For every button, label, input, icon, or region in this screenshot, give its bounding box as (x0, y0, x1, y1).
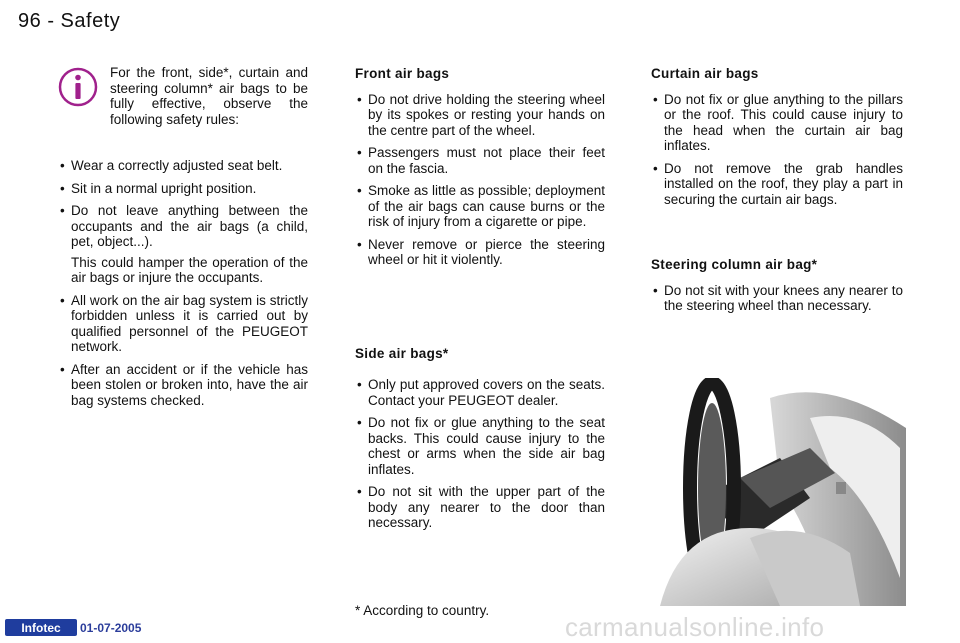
sub-note: This could hamper the operation of the air bags or injure the occupants. (71, 254, 308, 285)
front-airbags-list (355, 92, 605, 268)
list-item: • Smoke as little as possible; deployment of the air bags can cause burns or the risk of injury from a cigarette or pipe. (355, 183, 605, 230)
steering-airbag-list (651, 283, 903, 314)
list-item: • All work on the air bag system is strictly forbidden unless it is carried out by qualified personnel of the PEUGEOT network. (58, 293, 308, 355)
page-number: 96 (18, 10, 42, 32)
list-item: • Do not sit with the upper part of the body any nearer to the door than necessary. (355, 484, 605, 531)
general-rules-list-2 (58, 293, 308, 409)
header-separator: - (47, 10, 55, 32)
print-date: 01-07-2005 (80, 621, 142, 635)
logo-text: Infotec (21, 621, 61, 635)
list-item: • Do not fix or glue anything to the seat backs. This could cause injury to the chest or arms when the side air bag inflates. (355, 415, 605, 477)
infotec-logo (5, 619, 77, 636)
general-rules-list (58, 158, 308, 250)
curtain-steering-column (651, 66, 903, 321)
list-item: • Sit in a normal upright position. (58, 181, 308, 197)
list-item: • Do not fix or glue anything to the pillars or the roof. This could cause injury to the head when the curtain air bag inflates. (651, 92, 903, 154)
watermark: carmanualsonline.info (565, 612, 825, 642)
list-item: • Wear a correctly adjusted seat belt. (58, 158, 308, 174)
side-airbags-heading: Side air bags* (355, 345, 449, 361)
list-item: • Only put approved covers on the seats. Contact your PEUGEOT dealer. (355, 377, 605, 408)
info-icon (58, 67, 98, 107)
steering-airbag-heading: Steering column air bag* (651, 257, 818, 272)
curtain-airbags-list (651, 92, 903, 208)
page-title: Safety (60, 10, 121, 32)
intro-text: For the front, side*, curtain and steering column* air bags to be fully effective, observe the following safety rules: (110, 65, 308, 127)
list-item: • Do not leave anything between the occupants and the air bags (a child, pet, object...). (58, 203, 308, 250)
front-airbags-heading: Front air bags (355, 66, 450, 81)
footnote: * According to country. (355, 603, 490, 618)
curtain-airbags-heading: Curtain air bags (651, 66, 759, 81)
list-item: • Do not remove the grab handles installed on the roof, they play a part in securing the curtain air bags. (651, 161, 903, 208)
list-item: • Passengers must not place their feet on the fascia. (355, 145, 605, 176)
page-header (18, 10, 120, 33)
side-airbags-list (355, 377, 605, 531)
steering-wheel-illustration (660, 378, 906, 606)
general-rules-column (58, 158, 308, 415)
list-item: • Do not sit with your knees any nearer to the steering wheel than necessary. (651, 283, 903, 314)
front-side-column (355, 66, 605, 538)
list-item: • After an accident or if the vehicle has been stolen or broken into, have the air bag systems checked. (58, 362, 308, 409)
list-item: • Never remove or pierce the steering wheel or hit it violently. (355, 237, 605, 268)
list-item: • Do not drive holding the steering wheel by its spokes or resting your hands on the centre part of the wheel. (355, 92, 605, 139)
